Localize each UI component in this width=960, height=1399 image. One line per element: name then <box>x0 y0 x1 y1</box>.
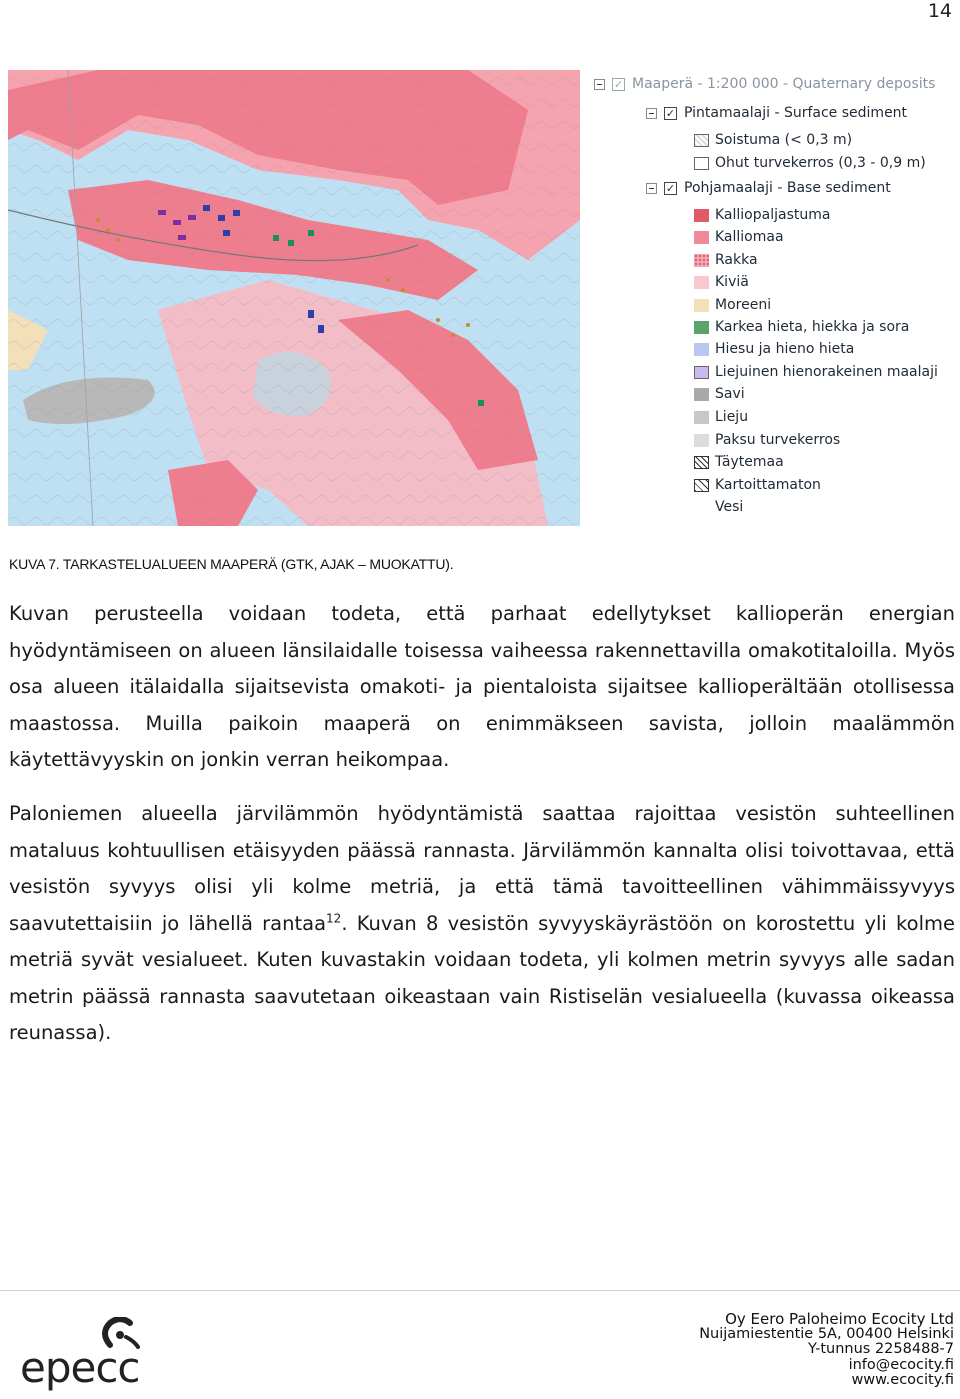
color-swatch-icon <box>694 254 709 267</box>
paragraph-1: Kuvan perusteella voidaan todeta, että parhaat edellytykset kallioperän energian hyödyntämiseen on alueen länsilaidalle toisessa vaiheessa rakennettavilla omakotitaloilla. Myös osa alueen itälaidalla sijaitsevista omakoti- ja pientaloista sijaitsee kallioperältään otollisessa maastossa. Muilla paikoin maaperä on enimmäkseen savista, jolloin maalämmön käytettävyyskin on jonkin verran heikompaa. <box>9 602 955 771</box>
collapse-icon[interactable] <box>594 79 605 90</box>
legend-item: Kartoittamaton <box>694 475 821 495</box>
color-swatch-icon <box>694 209 709 222</box>
color-swatch-icon <box>694 434 709 447</box>
legend-item: Hiesu ja hieno hieta <box>694 339 854 359</box>
legend-item: Moreeni <box>694 295 771 315</box>
collapse-icon[interactable] <box>646 108 657 119</box>
company-website[interactable]: www.ecocity.fi <box>851 1371 954 1388</box>
legend-item: Lieju <box>694 407 748 427</box>
collapse-icon[interactable] <box>646 183 657 194</box>
color-swatch-icon <box>694 299 709 312</box>
company-address: Nuijamiestentie 5A, 00400 Helsinki <box>699 1326 954 1343</box>
figure-caption: KUVA 7. TARKASTELUALUEEN MAAPERÄ (GTK, AJAK – MUOKATTU). <box>9 556 454 572</box>
checkbox-icon[interactable]: ✓ <box>613 77 624 91</box>
color-swatch-icon <box>694 366 709 379</box>
company-logo <box>20 1315 150 1395</box>
legend-group-surface[interactable] <box>646 103 907 123</box>
legend-item: Paksu turvekerros <box>694 430 840 450</box>
legend-item: Karkea hieta, hiekka ja sora <box>694 317 909 337</box>
color-swatch-icon <box>694 276 709 289</box>
legend-layer-row[interactable] <box>594 74 935 94</box>
checkbox-icon[interactable]: ✓ <box>665 106 676 120</box>
company-info <box>699 1312 954 1388</box>
legend-group-base[interactable] <box>646 178 891 198</box>
legend-item: Kalliopaljastuma <box>694 205 830 225</box>
map-legend <box>590 70 955 526</box>
company-email[interactable]: info@ecocity.fi <box>848 1356 954 1373</box>
legend-item: Liejuinen hienorakeinen maalaji <box>694 362 938 382</box>
color-swatch-icon <box>694 343 709 356</box>
empty-swatch-icon <box>694 501 709 514</box>
legend-item: Kiviä <box>694 272 749 292</box>
color-swatch-icon <box>694 231 709 244</box>
color-swatch-icon <box>694 321 709 334</box>
soil-map-image <box>8 70 580 526</box>
legend-title: Maaperä - 1:200 000 - Quaternary deposits <box>632 76 936 92</box>
business-id: Y-tunnus 2258488-7 <box>807 1341 954 1358</box>
logo-text: epecc <box>20 1343 140 1392</box>
peat-outline-swatch-icon <box>694 157 709 170</box>
color-swatch-icon <box>694 411 709 424</box>
legend-item: Rakka <box>694 250 758 270</box>
hatch-swatch-icon <box>694 456 709 469</box>
legend-item: Soistuma (< 0,3 m) <box>694 130 852 150</box>
footnote-reference[interactable]: 12 <box>326 911 342 925</box>
legend-item: Ohut turvekerros (0,3 - 0,9 m) <box>694 153 926 173</box>
legend-group-label: Pintamaalaji - Surface sediment <box>684 105 908 121</box>
company-name: Oy Eero Paloheimo Ecocity Ltd <box>725 1310 954 1328</box>
legend-item: Täytemaa <box>694 452 784 472</box>
page-number: 14 <box>927 0 952 22</box>
diagonal-hatch-swatch-icon <box>694 479 709 492</box>
legend-item: Vesi <box>694 497 743 517</box>
legend-item: Savi <box>694 384 745 404</box>
footer-divider <box>0 1290 960 1291</box>
legend-item: Kalliomaa <box>694 227 784 247</box>
swamp-swatch-icon <box>694 134 709 147</box>
color-swatch-icon <box>694 388 709 401</box>
checkbox-icon[interactable]: ✓ <box>665 181 676 195</box>
legend-group-label: Pohjamaalaji - Base sediment <box>684 180 891 196</box>
paragraph-2: Paloniemen alueella järvilämmön hyödyntämistä saattaa rajoittaa vesistön suhteellinen mataluus kohtuullisen etäisyyden päässä rannasta. Järvilämmön kannalta olisi toivottavaa, että vesistön syvyys olisi yli kolme metriä, ja että tämä tavoitteellinen vähimmäissyvyys saavutettaisiin jo lähellä rantaa$^{12}$. Kuvan 8 vesistön syvyyskäyrästöön on korostettu yli kolme metriä syvät vesialueet. Kuten kuvastakin voidaan todeta, yli kolmen metrin syvyys alle sadan metrin päässä rannasta saavutetaan oikeastaan vain Ristiselän vesialueella (kuvassa oikeassa reunassa). <box>9 802 955 1044</box>
